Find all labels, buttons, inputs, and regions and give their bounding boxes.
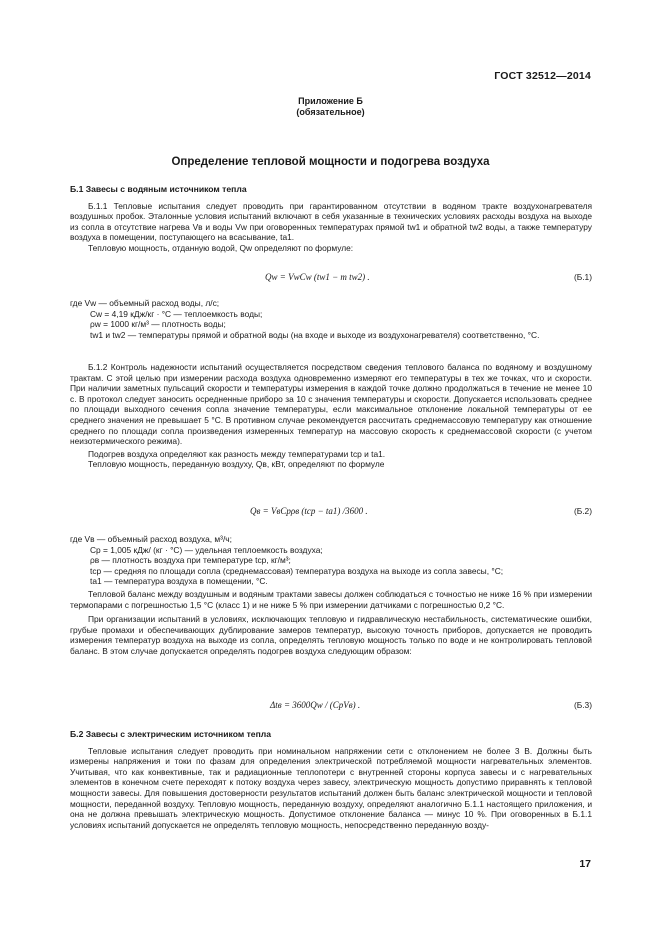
definition-item: где Vw — объемный расход воды, л/с; <box>70 298 220 308</box>
formula-b3-expression: Δtв = 3600Qw / (CрVв) . <box>270 700 361 710</box>
definition-item: ρw = 1000 кг/м³ — плотность воды; <box>90 319 226 330</box>
definition-item: Cw = 4,19 кДж/кг · °С — теплоемкость воды; <box>90 308 263 319</box>
definition-item: ta1 — температура воздуха в помещении, °С. <box>90 576 268 587</box>
page-title: Определение тепловой мощности и подогрева воздуха <box>171 156 490 168</box>
paragraph-b1-1-formula-intro: Тепловую мощность, отданную водой, Qw определяют по формуле: <box>88 242 354 253</box>
definition-item: tw1 и tw2 — температуры прямой и обратной воды (на входе и выходе из воздухонагревателя) соответственно, °С. <box>90 329 540 340</box>
standard-code: ГОСТ 32512—2014 <box>494 70 591 82</box>
definitions-b2 <box>70 534 592 587</box>
definitions-b1 <box>70 298 592 340</box>
definition-item: Cр = 1,005 кДж/ (кг · °С) — удельная теплоемкость воздуха; <box>90 544 323 555</box>
definition-item: ρв — плотность воздуха при температуре tср, кг/м³; <box>90 555 291 566</box>
formula-b1-expression: Qw = VwCw (tw1 − m tw2) . <box>265 272 370 282</box>
formula-b2 <box>70 506 592 518</box>
page-number: 17 <box>579 858 591 870</box>
paragraph-b1-1: Б.1.1 Тепловые испытания следует проводить при гарантированном отсутствии в водяном тракте воздухонагревателя воздушных пробок. Эталонные условия испытаний включают в себя указанные в технических условиях расходы воздуха на выходе из сопла в отсутствие нагрева Vв и воды Vw при оговоренных температурах прямой tw1 и обратной tw2 воды, а также температуру воздуха в помещении, поступающего на всасывание, ta1. <box>70 200 592 243</box>
formula-b3-number: (Б.3) <box>573 700 592 710</box>
section-heading-b1: Б.1 Завесы с водяным источником тепла <box>70 184 247 194</box>
definition-item: где Vв — объемный расход воздуха, м³/ч; <box>70 534 232 544</box>
paragraph-test-conditions: При организации испытаний в условиях, исключающих тепловую и гидравлическую нестабильность, систематические ошибки, грубые промахи и обеспечивающих дублирование замеров температур, высокую точность приборов, допускается не проводить измерения температур воздуха на выходе из сопла, определять тепловую мощность только по воде и не контролировать тепловой баланс. В этом случае допускается определять подогрев воздуха следующим образом: <box>70 614 592 656</box>
paragraph-air-heating: Подогрев воздуха определяют как разность между температурами tср и ta1. <box>88 448 386 459</box>
paragraph-b1-2: Б.1.2 Контроль надежности испытаний осуществляется посредством сведения теплового баланса по водяному и воздушному трактам. С этой целью при измерении расхода воздуха одновременно измеряют его температуры в тех же точках, что и скорости. При наличии заметных пульсаций скорости и температуры измерения в каждой точке должно продолжаться в течение не менее 10 с. В протокол следует заносить осредненные приборо за 10 с значения температуры и скорости. Допускается использовать среднее по площади выходного сечения сопла значение температуры, если максимальное отклонение локальной температуры от ее среднего значения не превышает 5 °С. В противном случае рекомендуется рассчитать среднемассовую температуру как отношение среднего по площади сопла произведения измеренных температур на массовую скорость к среднемассовой скорости (с учетом неизотермического режима). <box>70 362 592 447</box>
annex-heading <box>0 96 661 118</box>
section-heading-b2: Б.2 Завесы с электрическим источником тепла <box>70 729 272 739</box>
formula-b2-expression: Qв = VвCрρв (tср − ta1) /3600 . <box>250 506 368 516</box>
definition-item: tср — средняя по площади сопла (среднемассовая) температура воздуха на выходе из сопла завесы, °С; <box>90 565 504 576</box>
annex-status: (обязательное) <box>296 107 365 117</box>
paragraph-heat-balance: Тепловой баланс между воздушным и водяным трактами завесы должен соблюдаться с точностью не ниже 16 % при измерении термопарами с погрешностью 1,5 °С (класс 1) и не ниже 5 % при измерении датчиками с погрешностью 0,2 °С. <box>70 589 592 610</box>
formula-b3 <box>70 700 592 712</box>
annex-label: Приложение Б <box>298 96 363 106</box>
formula-b1-number: (Б.1) <box>573 272 592 282</box>
section-b1-middle <box>70 362 592 470</box>
formula-b1 <box>70 272 592 284</box>
paragraph-b2-1: Тепловые испытания следует проводить при номинальном напряжении сети с отклонением не более 3 В. Должны быть измерены напряжения и токи по фазам для определения электрической потребляемой мощности нагревательных элементов. Учитывая, что как конвективные, так и радиационные теплопотери с внутренней стороны корпуса завесы и с нагревательных элементов в конечном счете переходят к потоку воздуха через завесу, электрическую мощность допустимо приравнять к тепловой мощности завесы. Для повышения достоверности результатов испытаний должен быть баланс электрической мощности и тепловой мощности, переданной воздуху. Тепловую мощность, переданную воздуху, определяют аналогично Б.1.1 настоящего приложения, и она не должна превышать электрическую мощность. Допустимое отклонение баланса — минус 10 %. При оговоренных в Б.1.1 условиях испытаний допускается не определять тепловую мощность, непосредственно переданную возду- <box>70 745 592 830</box>
section-b1-top <box>70 184 592 254</box>
section-b1-bottom <box>70 589 592 657</box>
section-b2 <box>70 729 592 830</box>
paragraph-air-power-intro: Тепловую мощность, переданную воздуху, Qв, кВт, определяют по формуле <box>88 459 385 470</box>
formula-b2-number: (Б.2) <box>573 506 592 516</box>
